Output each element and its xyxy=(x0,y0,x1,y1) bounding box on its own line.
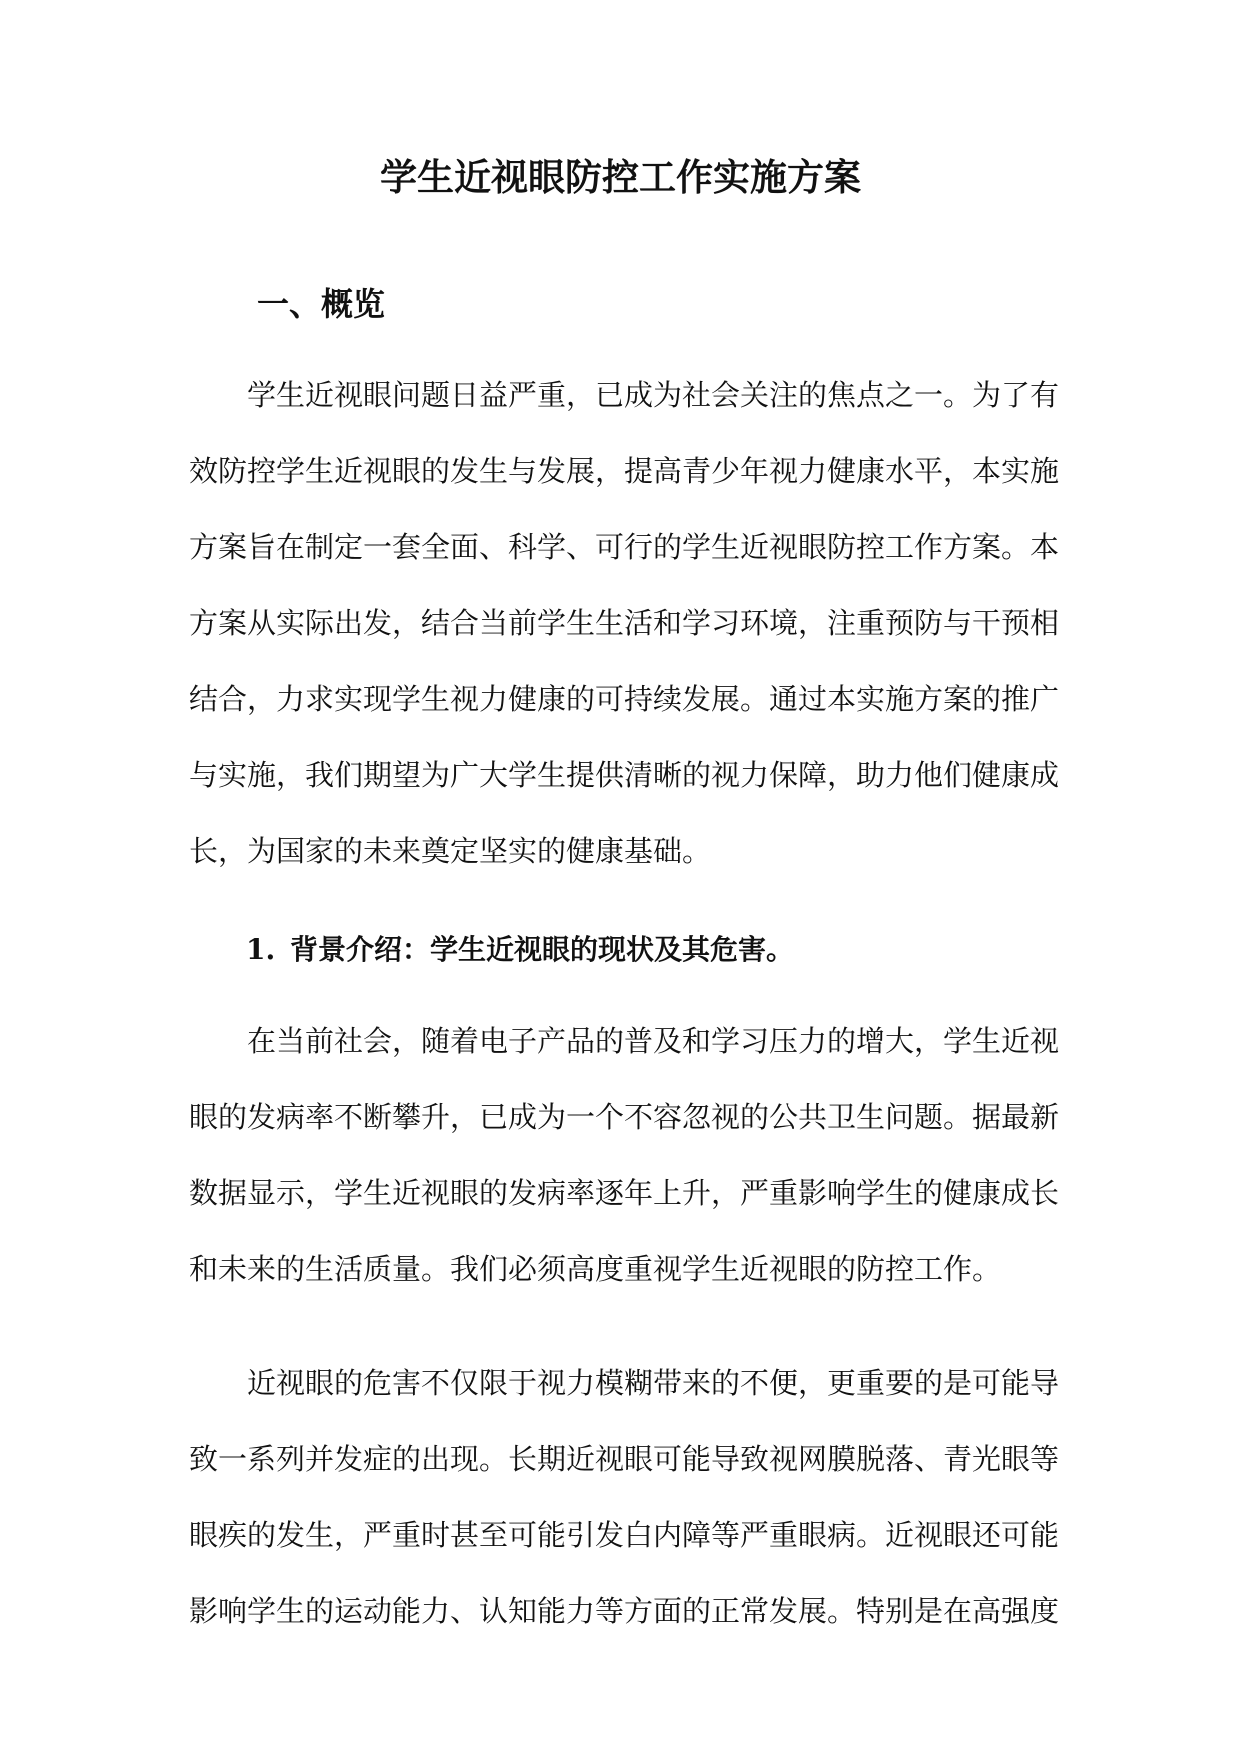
subsection-title: 背景介绍：学生近视眼的现状及其危害。 xyxy=(290,933,795,966)
subsection-heading-background xyxy=(246,930,794,970)
overview-paragraph: 学生近视眼问题日益严重，已成为社会关注的焦点之一。为了有效防控学生近视眼的发生与发展，提高青少年视力健康水平，本实施方案旨在制定一套全面、科学、可行的学生近视眼防控工作方案。本方案从实际出发，结合当前学生生活和学习环境，注重预防与干预相结合，力求实现学生视力健康的可持续发展。通过本实施方案的推广与实施，我们期望为广大学生提供清晰的视力保障，助力他们健康成长，为国家的未来奠定坚实的健康基础。 xyxy=(189,378,1059,868)
subsection-number: 1. xyxy=(246,933,276,966)
section-heading-overview: 一、概览 xyxy=(257,285,386,323)
background-paragraph-1: 在当前社会，随着电子产品的普及和学习压力的增大，学生近视眼的发病率不断攀升，已成为一个不容忽视的公共卫生问题。据最新数据显示，学生近视眼的发病率逐年上升，严重影响学生的健康成长和未来的生活质量。我们必须高度重视学生近视眼的防控工作。 xyxy=(189,1024,1059,1286)
document-title: 学生近视眼防控工作实施方案 xyxy=(380,155,861,199)
background-paragraph-2: 近视眼的危害不仅限于视力模糊带来的不便，更重要的是可能导致一系列并发症的出现。长期近视眼可能导致视网膜脱落、青光眼等眼疾的发生，严重时甚至可能引发白内障等严重眼病。近视眼还可能影响学生的运动能力、认知能力等方面的正常发展。特别是在高强度 xyxy=(189,1366,1059,1628)
